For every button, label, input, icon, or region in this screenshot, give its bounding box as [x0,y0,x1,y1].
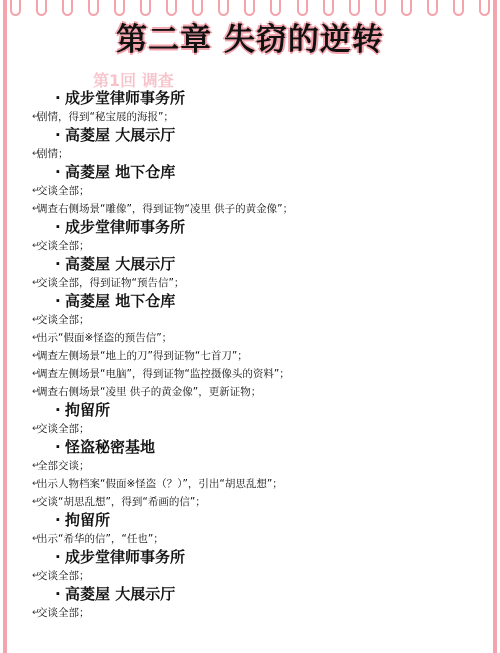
step-line: ↵ 出示人物档案“假面※怪盗（？）”，引出“胡思乱想”； [37,475,480,493]
location-heading: · 高菱屋 地下仓库 [65,163,480,182]
left-border [3,0,7,653]
walkthrough-content [37,89,480,622]
step-line: ↵ 交谈全部； [37,237,480,255]
step-line: ↵ 交谈全部； [37,311,480,329]
subtitle: 第1回 调查 [93,71,174,90]
location-heading: · 拘留所 [65,511,480,530]
step-line: ↵ 交谈全部； [37,420,480,438]
location-heading: · 高菱屋 地下仓库 [65,292,480,311]
step-line: ↵ 出示“假面※怪盗的预告信”； [37,329,480,347]
location-heading: · 拘留所 [65,401,480,420]
step-line: ↵ 调查右侧场景“雕像”，得到证物“凌里 供子的黄金像”； [37,200,480,218]
location-heading: · 高菱屋 大展示厅 [65,585,480,604]
step-line: ↵ 交谈全部； [37,604,480,622]
step-line: ↵ 交谈全部； [37,182,480,200]
step-line: ↵ 全部交谈； [37,457,480,475]
step-line: ↵ 交谈全部，得到证物“预告信”； [37,274,480,292]
step-line: ↵ 调查左侧场景“电脑”，得到证物“监控摄像头的资料”； [37,365,480,383]
location-heading: · 怪盗秘密基地 [65,438,480,457]
step-line: ↵ 剧情，得到“秘宝展的海报”； [37,108,480,126]
step-line: ↵ 调查左侧场景“地上的刀”得到证物“七首刀”； [37,347,480,365]
step-line: ↵ 调查右侧场景“凌里 供子的黄金像”，更新证物； [37,383,480,401]
location-heading: · 成步堂律师事务所 [65,89,480,108]
step-line: ↵ 交谈全部； [37,567,480,585]
step-line: ↵ 交谈“胡思乱想”，得到“希画的信”； [37,493,480,511]
location-heading: · 高菱屋 大展示厅 [65,126,480,145]
location-heading: · 高菱屋 大展示厅 [65,255,480,274]
step-line: ↵ 出示“希华的信”，“任也”； [37,530,480,548]
step-line: ↵ 剧情； [37,145,480,163]
location-heading: · 成步堂律师事务所 [65,218,480,237]
location-heading: · 成步堂律师事务所 [65,548,480,567]
right-border [493,0,497,653]
chapter-title: 第二章 失窃的逆转 [116,22,384,58]
